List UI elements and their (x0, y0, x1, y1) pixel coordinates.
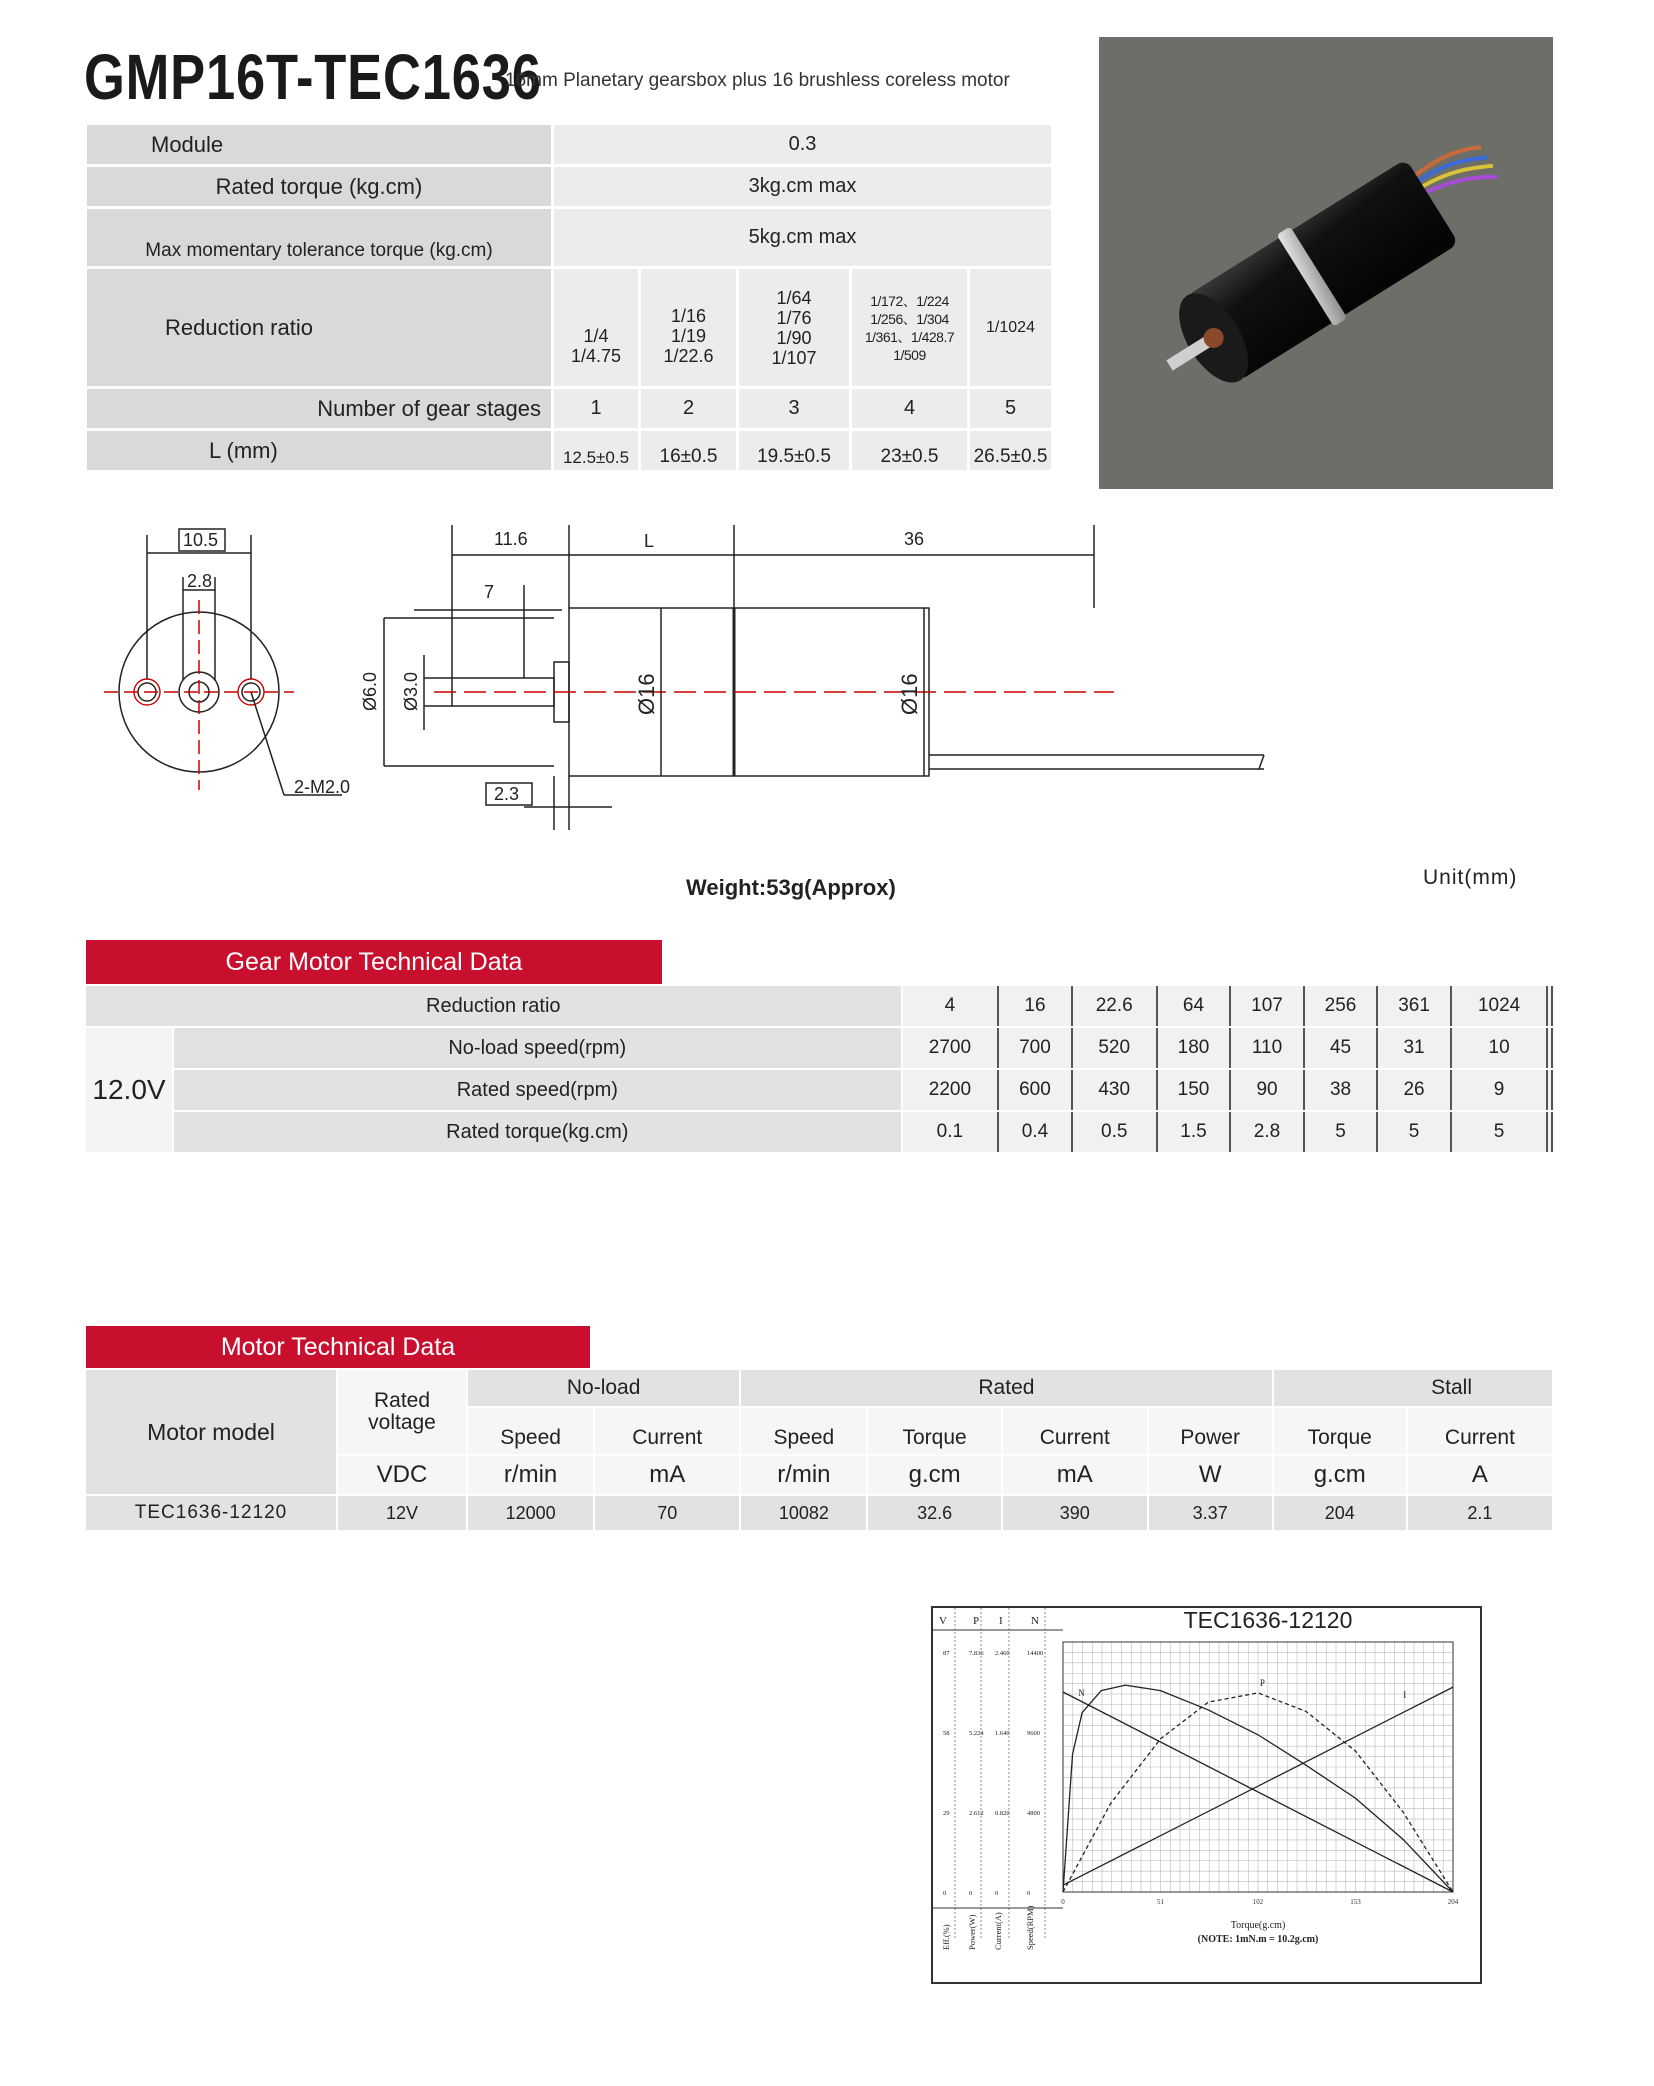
unit-cell: A (1407, 1455, 1553, 1495)
ratio-text: 1/22.6 (663, 346, 714, 366)
gear-cell: 150 (1157, 1069, 1231, 1111)
gear-ratio-value: 4 (902, 985, 999, 1027)
gear-ratio-value: 107 (1230, 985, 1304, 1027)
dim-36: 36 (904, 529, 925, 549)
gear-cell: 45 (1304, 1027, 1378, 1069)
scale-label: Power(W) (967, 1914, 977, 1950)
weight-label: Weight:53g(Approx) (686, 875, 896, 900)
voltage-label: 12.0V (85, 1027, 173, 1153)
scale-label: Speed(RPM) (1025, 1905, 1035, 1950)
scale-tick-label: 5.224 (969, 1730, 984, 1737)
dimension-drawing (84, 515, 1284, 835)
unit-cell: mA (594, 1455, 740, 1495)
length-value: 23±0.5 (851, 430, 969, 472)
motor-cell: 10082 (740, 1495, 867, 1531)
scale-tick-label: 87 (943, 1650, 950, 1657)
ratio-text: 1/172、1/224 (870, 292, 949, 309)
series-label-i: I (1403, 1689, 1407, 1700)
ratio-text: 1/4.75 (570, 346, 622, 366)
motor-cell: 204 (1273, 1495, 1407, 1531)
ratio-text: 1/4 (583, 326, 609, 346)
gear-cell: 9 (1451, 1069, 1548, 1111)
scale-header: V (939, 1615, 947, 1627)
gear-row-label: Rated torque(kg.cm) (173, 1111, 902, 1153)
motor-cell: 12V (337, 1495, 467, 1531)
unit-cell: g.cm (867, 1455, 1001, 1495)
ratio-text: 1/107 (771, 347, 817, 368)
scale-tick-label: 0.820 (995, 1810, 1010, 1817)
gear-data-table (84, 984, 1554, 1154)
gear-cell: 430 (1072, 1069, 1157, 1111)
ratio-text: 1/361、1/428.7 (864, 328, 955, 345)
length-value: 26.5±0.5 (969, 430, 1053, 472)
dim-7: 7 (484, 582, 495, 602)
ratio-text: 1/1024 (986, 318, 1035, 336)
dim-d6: Ø6.0 (360, 671, 380, 711)
scale-tick-label: 9600 (1027, 1730, 1040, 1737)
ratio-cell-4 (851, 268, 969, 388)
scale-tick-label: 0 (995, 1890, 999, 1897)
product-subtitle: 16mm Planetary gearsbox plus 16 brushless coreless motor (505, 70, 1010, 91)
scale-tick-label: 0 (969, 1890, 973, 1897)
gear-ratio-value: 256 (1304, 985, 1378, 1027)
gear-cell: 520 (1072, 1027, 1157, 1069)
gear-cell: 0.5 (1072, 1111, 1157, 1153)
unit-cell: W (1148, 1455, 1273, 1495)
gear-cell: 2700 (902, 1027, 999, 1069)
dim-10-5: 10.5 (183, 530, 219, 550)
gear-cell: 10 (1451, 1027, 1548, 1069)
scale-label: Current(A) (993, 1912, 1003, 1950)
scale-tick-label: 29 (943, 1810, 950, 1817)
stage-value: 1 (553, 388, 640, 430)
ratio-text: 1/76 (776, 307, 812, 328)
col-header: Speed (467, 1407, 594, 1455)
dim-l: L (644, 531, 655, 551)
gear-cell: 1.5 (1157, 1111, 1231, 1153)
gear-row-label: No-load speed(rpm) (173, 1027, 902, 1069)
unit-cell: r/min (467, 1455, 594, 1495)
dim-m2: 2-M2.0 (294, 777, 351, 797)
motor-cell: 3.37 (1148, 1495, 1273, 1531)
dim-d16-b: Ø16 (897, 673, 922, 715)
scale-tick-label: 7.836 (969, 1650, 984, 1657)
ratio-cell-3 (738, 268, 851, 388)
dim-11-6: 11.6 (494, 529, 528, 549)
col-header: Current (1407, 1407, 1553, 1455)
rated-voltage-label: Rated voltage (337, 1369, 467, 1455)
product-photo (1099, 37, 1553, 489)
ratio-text: 1/256、1/304 (870, 310, 949, 327)
unit-cell: g.cm (1273, 1455, 1407, 1495)
rated-torque-label: Rated torque (kg.cm) (86, 166, 553, 208)
length-value: 12.5±0.5 (553, 430, 640, 472)
x-tick-label: 102 (1252, 1898, 1264, 1906)
ratio-text: 1/19 (670, 326, 707, 346)
motor-cell: 70 (594, 1495, 740, 1531)
rated-torque-value: 3kg.cm max (553, 166, 1053, 208)
gear-ratio-value: 64 (1157, 985, 1231, 1027)
ratio-cell-1 (553, 268, 640, 388)
x-tick-label: 51 (1157, 1898, 1164, 1906)
dim-d16-a: Ø16 (634, 673, 659, 715)
ratio-text: 1/16 (670, 306, 707, 326)
scale-tick-label: 4800 (1027, 1810, 1040, 1817)
motor-model-label: Motor model (85, 1369, 337, 1495)
motor-cell: 32.6 (867, 1495, 1001, 1531)
max-torque-label: Max momentary tolerance torque (kg.cm) (86, 208, 553, 268)
x-tick-label: 204 (1447, 1898, 1459, 1906)
col-header: Speed (740, 1407, 867, 1455)
module-value: 0.3 (553, 124, 1053, 166)
gear-cell: 31 (1377, 1027, 1451, 1069)
x-tick-label: 0 (1061, 1898, 1065, 1906)
spec-table (84, 122, 1054, 473)
col-header: Torque (867, 1407, 1001, 1455)
gear-ratio-value: 22.6 (1072, 985, 1157, 1027)
chart-title: TEC1636-12120 (1183, 1608, 1353, 1633)
scale-tick-label: 0 (943, 1890, 947, 1897)
x-tick-label: 153 (1350, 1898, 1361, 1906)
unit-cell: mA (1002, 1455, 1148, 1495)
scale-tick-label: 1.640 (995, 1730, 1010, 1737)
gear-cell: 180 (1157, 1027, 1231, 1069)
gear-cell: 110 (1230, 1027, 1304, 1069)
col-header: Torque (1273, 1407, 1407, 1455)
series-label-p: P (1259, 1677, 1265, 1688)
col-header: Power (1148, 1407, 1273, 1455)
gear-cell: 600 (998, 1069, 1072, 1111)
col-header: Current (1002, 1407, 1148, 1455)
ratio-text: 1/90 (776, 327, 812, 348)
stage-value: 4 (851, 388, 969, 430)
gear-cell (1552, 1027, 1554, 1069)
length-value: 19.5±0.5 (738, 430, 851, 472)
noload-group: No-load (467, 1369, 740, 1407)
product-title: GMP16T-TEC1636 (84, 41, 542, 113)
ratio-cell-2 (640, 268, 738, 388)
gear-ratio-value: 361 (1377, 985, 1451, 1027)
gear-cell: 0.4 (998, 1111, 1072, 1153)
scale-header: I (999, 1615, 1003, 1627)
gear-cell: 5 (1304, 1111, 1378, 1153)
gear-data-header: Gear Motor Technical Data (86, 940, 662, 984)
rated-group: Rated (740, 1369, 1272, 1407)
chart-note: (NOTE: 1mN.m = 10.2g.cm) (1197, 1934, 1319, 1945)
col-header: Current (594, 1407, 740, 1455)
performance-chart-svg (933, 1608, 1480, 1982)
unit-cell: VDC (337, 1455, 467, 1495)
max-torque-value: 5kg.cm max (553, 208, 1053, 268)
series-label-n: N (1078, 1688, 1085, 1698)
gearmotor-image (1099, 37, 1553, 489)
scale-tick-label: 14400 (1027, 1650, 1044, 1657)
gear-ratio-label: Reduction ratio (85, 985, 902, 1027)
gear-cell (1552, 1111, 1554, 1153)
performance-chart (931, 1606, 1482, 1984)
motor-cell: 2.1 (1407, 1495, 1553, 1531)
motor-model-value: TEC1636-12120 (85, 1495, 337, 1531)
motor-cell: 390 (1002, 1495, 1148, 1531)
gear-cell: 700 (998, 1027, 1072, 1069)
scale-tick-label: 2.460 (995, 1650, 1010, 1657)
gear-cell: 2.8 (1230, 1111, 1304, 1153)
gear-cell: 38 (1304, 1069, 1378, 1111)
gear-cell: 0.1 (902, 1111, 999, 1153)
gear-ratio-value: 1024 (1451, 985, 1548, 1027)
gear-ratio-value (1552, 985, 1554, 1027)
stage-value: 3 (738, 388, 851, 430)
scale-header: P (973, 1615, 980, 1627)
dim-d3: Ø3.0 (401, 671, 421, 711)
dim-2-8: 2.8 (187, 571, 213, 591)
gear-cell: 5 (1377, 1111, 1451, 1153)
gear-cell: 90 (1230, 1069, 1304, 1111)
gear-cell: 2200 (902, 1069, 999, 1111)
dim-2-3: 2.3 (494, 784, 520, 804)
motor-data-header: Motor Technical Data (86, 1326, 590, 1368)
gear-cell: 5 (1451, 1111, 1548, 1153)
unit-label: Unit(mm) (1423, 866, 1518, 889)
ratio-text: 1/509 (893, 346, 926, 363)
gear-stages-label: Number of gear stages (86, 388, 553, 430)
stage-value: 2 (640, 388, 738, 430)
gear-row-label: Rated speed(rpm) (173, 1069, 902, 1111)
motor-cell: 12000 (467, 1495, 594, 1531)
gear-ratio-value: 16 (998, 985, 1072, 1027)
ratio-text: 1/64 (776, 287, 812, 308)
gear-cell (1552, 1069, 1554, 1111)
unit-cell: r/min (740, 1455, 867, 1495)
scale-tick-label: 58 (943, 1730, 950, 1737)
stage-value: 5 (969, 388, 1053, 430)
length-label: L (mm) (86, 430, 553, 472)
module-label: Module (86, 124, 553, 166)
scale-header: N (1031, 1615, 1039, 1627)
ratio-cell-5 (969, 268, 1053, 388)
length-value: 16±0.5 (640, 430, 738, 472)
motor-data-table (84, 1368, 1554, 1532)
scale-tick-label: 0 (1027, 1890, 1031, 1897)
x-axis-label: Torque(g.cm) (1230, 1920, 1286, 1931)
scale-tick-label: 2.612 (969, 1810, 984, 1817)
stall-group: Stall (1273, 1369, 1553, 1407)
scale-label: Eff.(%) (941, 1924, 951, 1950)
gear-cell: 26 (1377, 1069, 1451, 1111)
reduction-ratio-label: Reduction ratio (86, 268, 553, 388)
